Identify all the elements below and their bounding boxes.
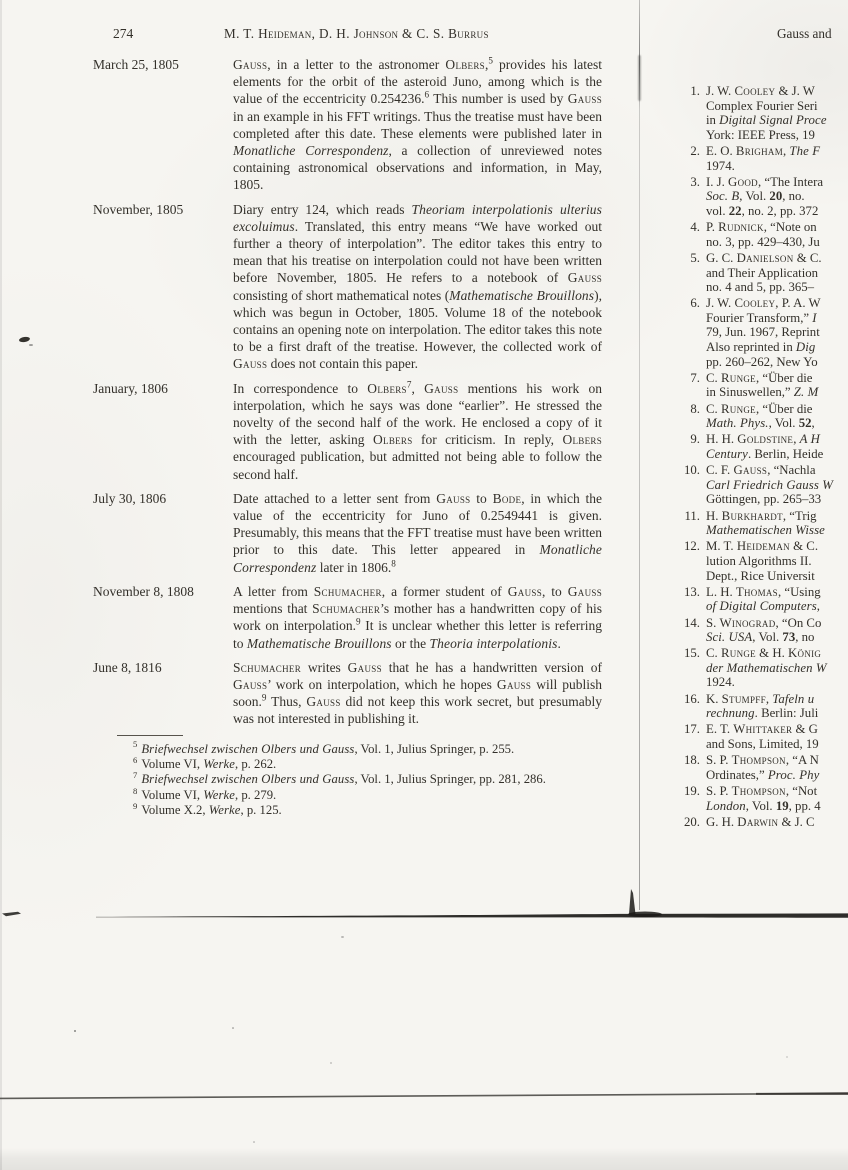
footnote-number: 9	[133, 800, 138, 811]
footnote	[133, 772, 637, 787]
reference-number: 13.	[684, 584, 700, 599]
reference-item	[640, 692, 848, 721]
entry-text: Diary entry 124, which reads Theoriam interpolationis ulterius excoluimus. Translated, this entry means “We have worked out further a theory of interpolation”. The editor takes this entry to mean that his treatise on interpolation could not have been written before November, 1805. He refers to a notebook of Gauss consisting of short mathematical notes (Mathematische Brouillons), which was begun in October, 1805. Volume 18 of the notebook contains an opening note on interpolation. The editor takes this note to be a first draft of the treatise. However, the collected work of Gauss does not contain this paper.	[233, 201, 603, 372]
reference-number: 19.	[684, 784, 700, 798]
reference-line: G. H. Darwin & J. C	[706, 814, 815, 829]
footnote-number: 5	[133, 739, 138, 750]
running-head-left: M. T. Heideman, D. H. Johnson & C. S. Burrus	[224, 26, 489, 41]
running-head-right: Gauss and	[777, 26, 832, 41]
reference-line: G. C. Danielson & C.	[706, 250, 822, 265]
entry-date: November, 1805	[93, 201, 184, 217]
reference-line: Sci. USA, Vol. 73, no	[706, 630, 815, 645]
reference-line: Century. Berlin, Heide	[706, 447, 824, 461]
entry-text: A letter from Schumacher, a former student of Gauss, to Gauss mentions that Schumacher’s mother has a handwritten copy of his work on interpolation.$^9$ It is unclear whether this letter is referring to Mathematische Brouillons or the Theoria interpolationis.	[233, 583, 602, 651]
reference-number: 17.	[684, 722, 700, 737]
reference-item	[640, 84, 848, 142]
reference-line: E. O. Brigham, The F	[706, 143, 821, 158]
reference-number: 11.	[684, 508, 700, 523]
reference-line: I. J. Good, “The Intera	[706, 174, 824, 189]
reference-item	[640, 722, 848, 751]
dust-speck	[232, 1027, 234, 1029]
left-page-header	[0, 0, 637, 56]
reference-line: Fourier Transform,” I	[706, 310, 817, 325]
reference-line: K. Stumpff, Tafeln u	[706, 691, 815, 706]
reference-item	[640, 220, 848, 249]
reference-line: 1924.	[706, 675, 735, 690]
footnote-text: Volume X.2, Werke, p. 125.	[141, 803, 282, 818]
reference-number: 20.	[684, 814, 700, 829]
reference-item	[640, 509, 848, 538]
entry-date: June 8, 1816	[93, 659, 162, 675]
entry-text: Schumacher writes Gauss that he has a handwritten version of Gauss’ work on interpolation, which he hopes Gauss will publish soon.$^9$ Thus, Gauss did not keep this work secret, but presumably was not interested in publishing it.	[233, 659, 602, 727]
reference-number: 10.	[684, 463, 700, 478]
reference-line: in Digital Signal Proce	[706, 113, 827, 128]
reference-lines	[706, 509, 848, 538]
timeline-entry	[93, 201, 605, 373]
reference-line: Complex Fourier Seri	[706, 98, 818, 113]
reference-line: lution Algorithms II.	[706, 553, 812, 568]
reference-line: no. 4 and 5, pp. 365–	[706, 280, 815, 295]
reference-line: S. P. Thompson, “A N	[706, 753, 819, 768]
reference-list	[640, 84, 848, 831]
entry-date: November 8, 1808	[93, 583, 194, 599]
reference-line: C. F. Gauss, “Nachla	[706, 463, 816, 478]
dust-speck	[253, 1141, 255, 1143]
reference-line: Math. Phys., Vol. 52,	[706, 416, 815, 431]
reference-line: Göttingen, pp. 265–33	[706, 492, 822, 507]
reference-item	[640, 815, 848, 830]
reference-lines	[706, 402, 848, 431]
reference-number: 18.	[684, 753, 700, 768]
scanner-strip	[0, 1148, 848, 1170]
reference-line: C. Runge, “Über die	[706, 401, 813, 416]
reference-line: 1974.	[706, 158, 735, 173]
reference-number: 4.	[690, 220, 700, 235]
reference-line: Carl Friedrich Gauss W	[706, 477, 833, 492]
reference-lines	[706, 784, 848, 813]
right-page	[640, 0, 848, 912]
reference-item	[640, 402, 848, 431]
reference-number: 6.	[690, 296, 700, 311]
reference-number: 1.	[690, 84, 700, 98]
reference-item	[640, 463, 848, 507]
reference-number: 9.	[690, 432, 700, 447]
reference-lines	[706, 722, 848, 751]
reference-line: rechnung. Berlin: Juli	[706, 706, 819, 721]
reference-line: E. T. Whittaker & G	[706, 722, 818, 737]
footnote	[133, 739, 637, 757]
reference-lines	[706, 220, 848, 249]
entry-text: Gauss, in a letter to the astronomer Olbers,$^5$ provides his latest elements for the orbit of the asteroid Juno, among which is the value of the eccentricity 0.254236.$^6$ This number is used by Gauss in an example in his FFT writings. Thus the treatise must have been completed after this date. These elements were published later in Monatliche Correspondenz, a collection of unreviewed notes containing astronomical observations and information, in May, 1805.	[233, 55, 603, 193]
reference-number: 16.	[684, 691, 700, 706]
reference-item	[640, 585, 848, 614]
reference-line: 79, Jun. 1967, Reprint	[706, 325, 820, 340]
timeline-entry	[93, 56, 605, 194]
footnote	[133, 754, 637, 772]
dust-speck	[786, 1056, 788, 1058]
reference-line: vol. 22, no. 2, pp. 372	[706, 203, 819, 218]
reference-line: Also reprinted in Dig	[706, 340, 816, 355]
entry-date: July 30, 1806	[93, 490, 167, 506]
entry-text: In correspondence to Olbers$^7$, Gauss mentions his work on interpolation, which he says was done “earlier”. He stressed the novelty of the second half of the work. He enclosed a copy of it with the letter, asking Olbers for criticism. In reply, Olbers encouraged publication, but admitted not being able to follow the second half.	[233, 379, 602, 482]
reference-number: 3.	[690, 174, 700, 189]
reference-line: and Sons, Limited, 19	[706, 737, 819, 752]
reference-lines	[706, 175, 848, 219]
reference-lines	[706, 463, 848, 507]
reference-line: pp. 260–262, New Yo	[706, 354, 818, 369]
reference-line: York: IEEE Press, 19	[706, 127, 815, 142]
reference-lines	[706, 84, 848, 142]
reference-line: S. P. Thompson, “Not	[706, 784, 818, 798]
reference-lines	[706, 692, 848, 721]
reference-item	[640, 432, 848, 461]
reference-line: Mathematischen Wisse	[706, 523, 825, 538]
dust-speck	[330, 1062, 332, 1064]
timeline	[93, 56, 605, 728]
reference-line: no. 3, pp. 429–430, Ju	[706, 234, 820, 249]
reference-line: C. Runge, “Über die	[706, 370, 813, 385]
footnote-rule	[117, 735, 183, 736]
footnote	[133, 785, 637, 803]
reference-lines	[706, 616, 848, 645]
reference-lines	[706, 646, 848, 690]
reference-item	[640, 646, 848, 690]
reference-line: and Their Application	[706, 265, 819, 280]
reference-number: 5.	[690, 250, 700, 265]
reference-item	[640, 296, 848, 369]
timeline-entry	[93, 380, 605, 483]
reference-lines	[706, 296, 848, 369]
reference-line: J. W. Cooley, P. A. W	[706, 296, 821, 311]
reference-line: Ordinates,” Proc. Phy	[706, 767, 820, 782]
timeline-entry	[93, 490, 605, 576]
reference-item	[640, 371, 848, 400]
reference-line: of Digital Computers,	[706, 599, 820, 614]
reference-lines	[706, 371, 848, 400]
reference-item	[640, 784, 848, 813]
reference-line: H. H. Goldstine, A H	[706, 432, 820, 447]
reference-item	[640, 251, 848, 295]
reference-number: 8.	[690, 401, 700, 416]
reference-line: S. Winograd, “On Co	[706, 615, 822, 630]
reference-line: P. Rudnick, “Note on	[706, 220, 817, 235]
reference-lines	[706, 539, 848, 583]
reference-line: der Mathematischen W	[706, 660, 827, 675]
reference-lines	[706, 585, 848, 614]
reference-number: 12.	[684, 539, 700, 554]
reference-line: H. Burkhardt, “Trig	[706, 508, 817, 523]
reference-item	[640, 753, 848, 782]
reference-lines	[706, 432, 848, 461]
reference-line: M. T. Heideman & C.	[706, 539, 819, 554]
dust-speck	[341, 936, 344, 938]
reference-item	[640, 175, 848, 219]
footnote-number: 7	[133, 770, 138, 781]
reference-line: in Sinuswellen,” Z. M	[706, 385, 819, 400]
reference-lines	[706, 144, 848, 173]
dust-speck	[74, 1030, 76, 1032]
reference-item	[640, 539, 848, 583]
reference-item	[640, 616, 848, 645]
footnote-number: 8	[133, 785, 138, 796]
timeline-entry	[93, 659, 605, 728]
footnote-text: Briefwechsel zwischen Olbers und Gauss, Vol. 1, Julius Springer, p. 255.	[141, 741, 515, 756]
entry-date: January, 1806	[93, 380, 168, 396]
reference-line: Soc. B, Vol. 20, no.	[706, 189, 805, 204]
page-number: 274	[113, 26, 134, 41]
footnote-text: Briefwechsel zwischen Olbers und Gauss, Vol. 1, Julius Springer, pp. 281, 286.	[141, 772, 546, 787]
reference-lines	[706, 815, 848, 830]
reference-number: 14.	[684, 615, 700, 630]
reference-number: 7.	[690, 370, 700, 385]
reference-line: J. W. Cooley & J. W	[706, 84, 815, 98]
timeline-entry	[93, 583, 605, 652]
reference-number: 15.	[684, 646, 700, 661]
reference-line: London, Vol. 19, pp. 4	[706, 798, 821, 813]
reference-lines	[706, 251, 848, 295]
reference-item	[640, 144, 848, 173]
reference-line: Dept., Rice Universit	[706, 568, 815, 583]
entry-text: Date attached to a letter sent from Gauss to Bode, in which the value of the eccentricity for Juno of 0.2549441 is given. Presumably, this means that the FFT treatise must have been written prior to this date. This letter appeared in Monatliche Correspondenz later in 1806.$^8$	[233, 490, 602, 575]
footnote-text: Volume VI, Werke, p. 262.	[141, 756, 277, 771]
footnote	[133, 800, 637, 818]
entry-date: March 25, 1805	[93, 57, 179, 72]
reference-line: C. Runge & H. König	[706, 646, 822, 661]
reference-line: L. H. Thomas, “Using	[706, 584, 821, 599]
footnote-number: 6	[133, 754, 138, 765]
footnotes	[133, 739, 637, 819]
reference-lines	[706, 753, 848, 782]
reference-number: 2.	[690, 143, 700, 158]
margin-ink-smudge-tail	[29, 344, 33, 346]
footnote-text: Volume VI, Werke, p. 279.	[141, 787, 277, 802]
